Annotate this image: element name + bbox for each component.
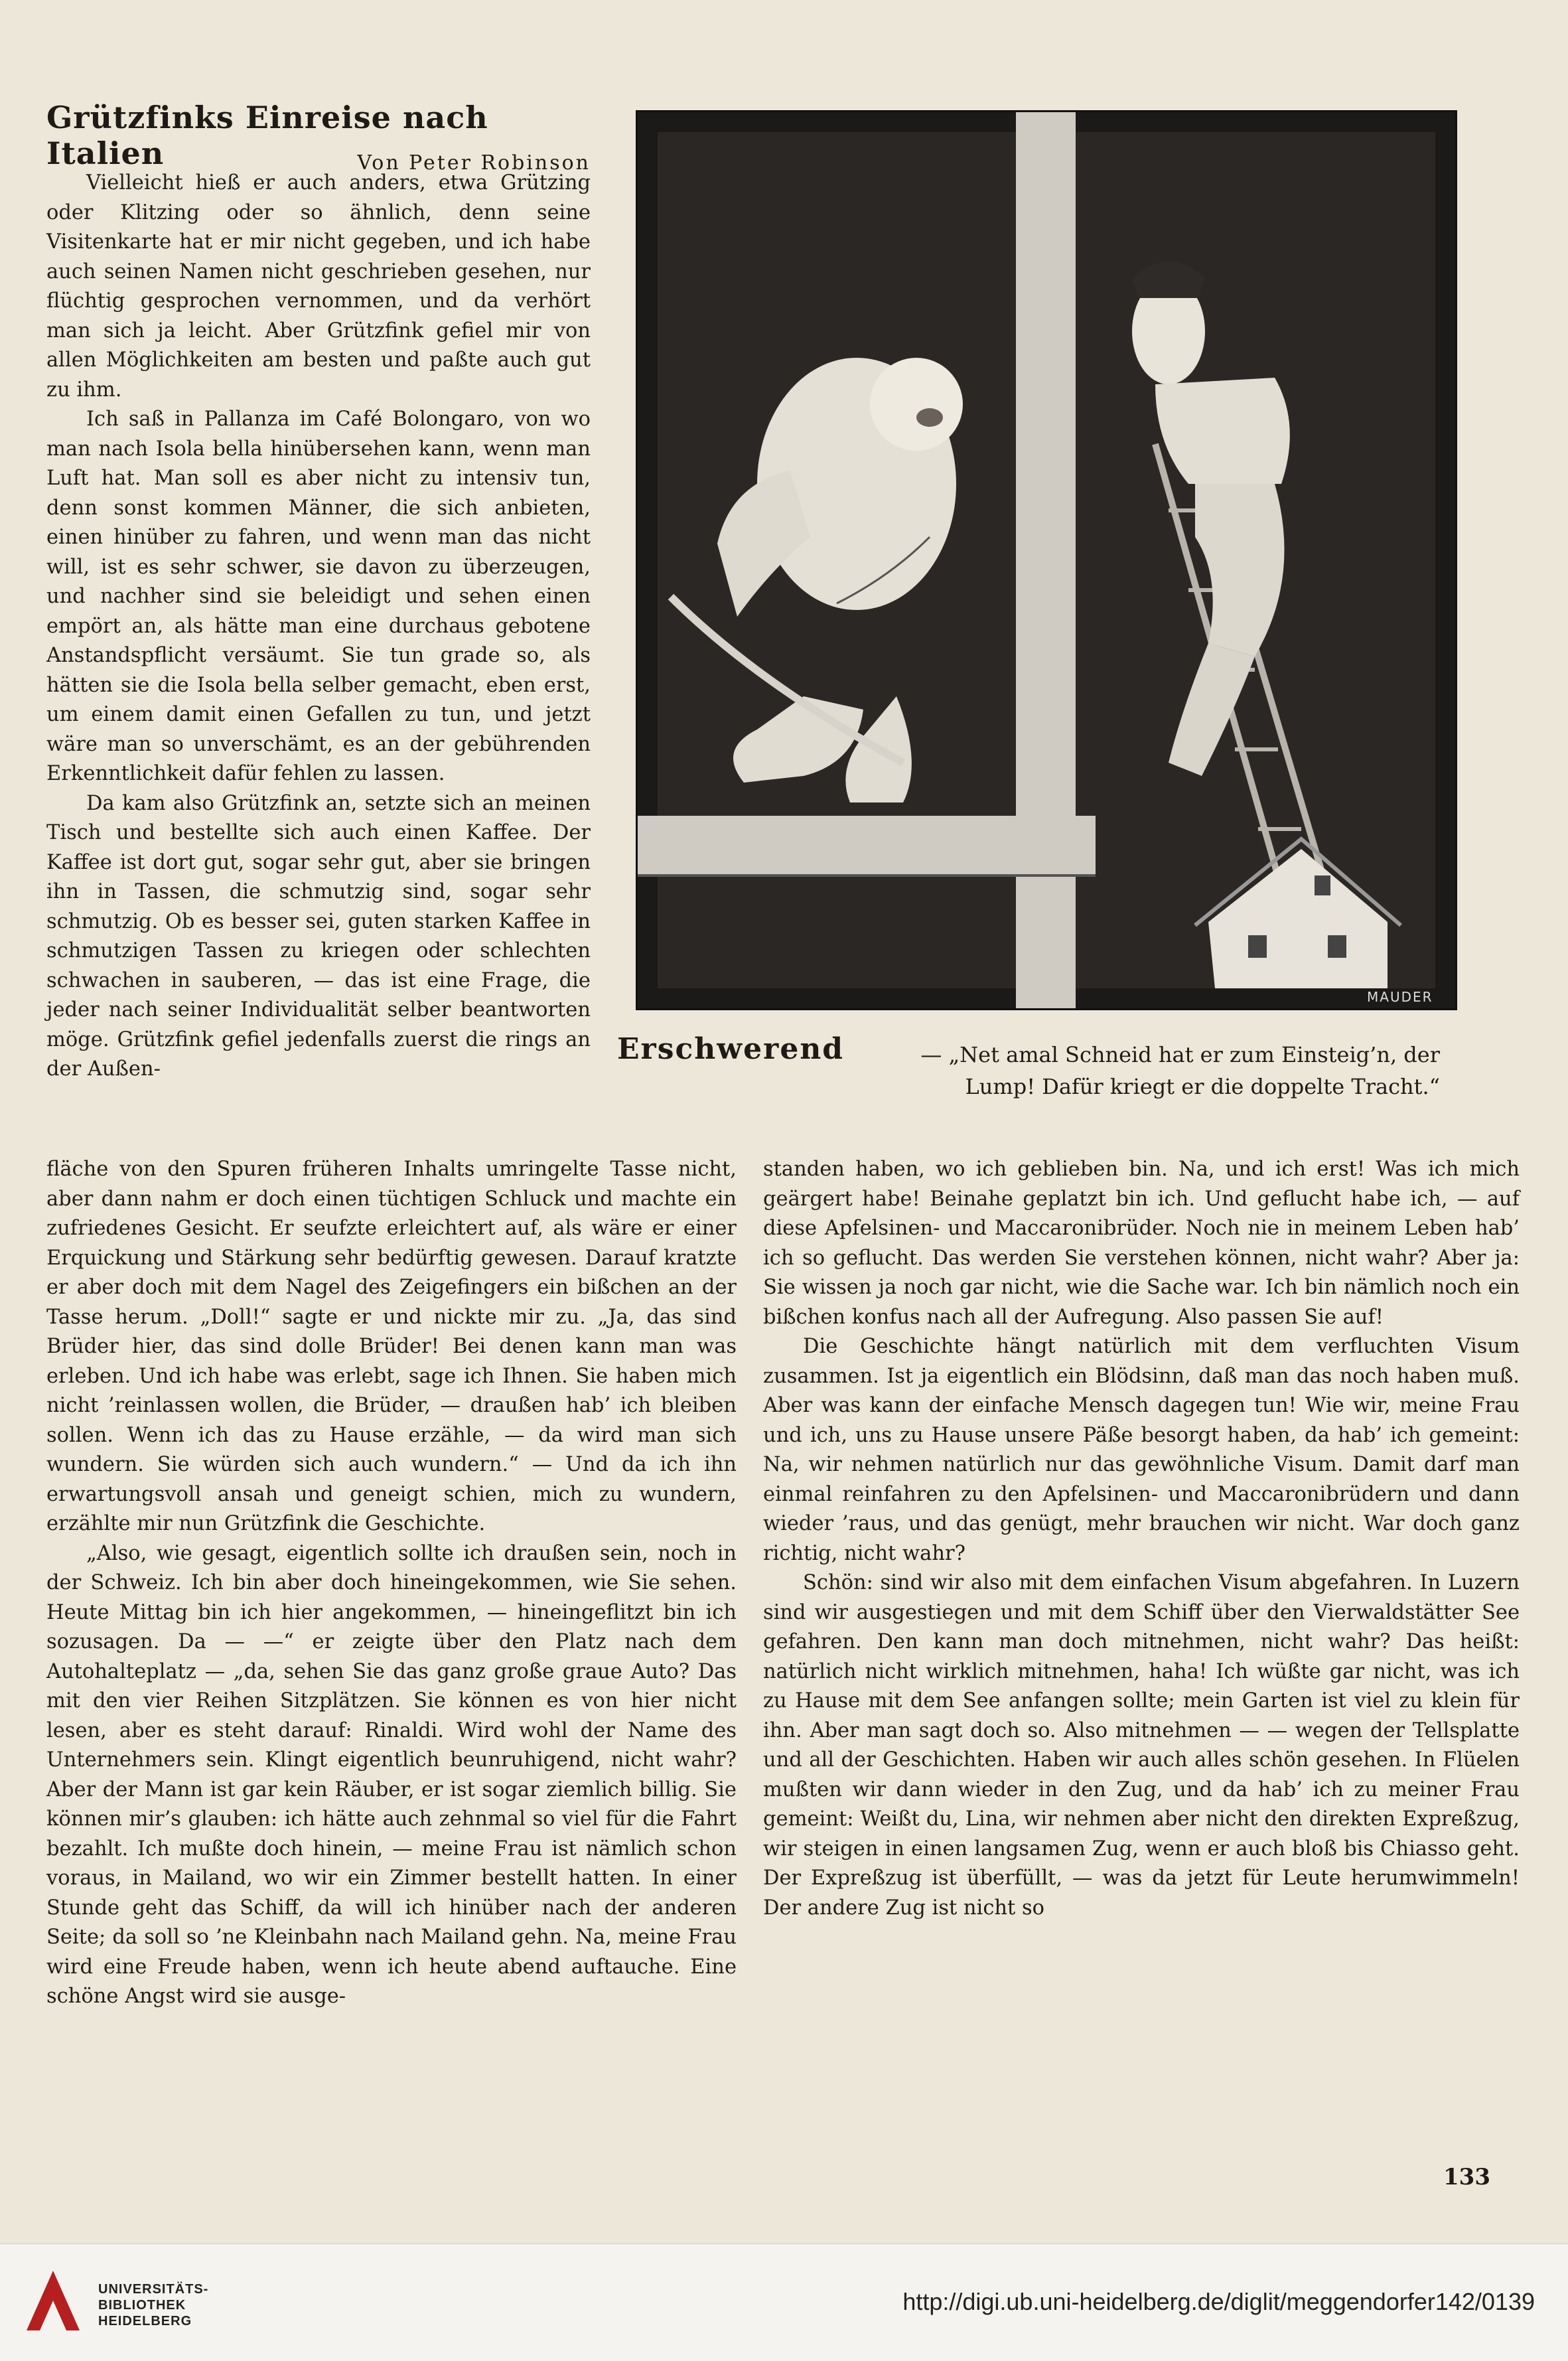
paragraph: Schön: sind wir also mit dem einfachen Visum abgefahren. In Luzern sind wir ausgestiegen und mit dem Schiff über den Vierwaldstätter See gefahren. Den kann man doch mitnehmen, nicht wahr? Das heißt: natürlich nicht wirklich mitnehmen, haha! Ich wüßte gar nicht, was ich zu Hause mit dem See anfangen sollte; mein Garten ist viel zu klein für ihn. Aber man sagt doch so. Also mitnehmen — — wegen der Tellsplatte und all der Geschichten. Haben wir auch alles schön gesehen. In Flüelen mußten wir dann wieder in den Zug, und da hab’ ich zu meiner Frau gemeint: Weißt du, Lina, wir nehmen aber nicht den direkten Expreßzug, wir steigen in einen langsamen Zug, wenn er auch bloß bis Chiasso geht. Der Expreßzug ist überfüllt, — was da jetzt für Leute herumwimmeln! Der andere Zug ist nicht so bbox=[763, 1571, 1520, 1920]
text-column-top bbox=[46, 169, 591, 1085]
page-number: 133 bbox=[1443, 2164, 1490, 2190]
logo-line: BIBLIOTHEK bbox=[98, 2298, 186, 2313]
logo-line: UNIVERSITÄTS- bbox=[98, 2282, 209, 2297]
text-column-left bbox=[46, 1155, 737, 2012]
university-logo-icon bbox=[20, 2264, 86, 2337]
source-url[interactable]: http://digi.ub.uni-heidelberg.de/diglit/meggendorfer142/0139 bbox=[902, 2288, 1535, 2315]
text-column-right bbox=[763, 1155, 1520, 1923]
article-byline: Von Peter Robinson bbox=[357, 151, 591, 175]
paragraph: Die Geschichte hängt natürlich mit dem verfluchten Visum zusammen. Ist ja eigentlich ein Blödsinn, daß man das noch haben muß. Aber was kann der einfache Mensch dagegen tun! Wie wir, meine Frau und ich, uns zu Hause unsere Päße besorgt haben, da hab’ ich gemeint: Na, wir nehmen natürlich nur das gewöhnliche Visum. Damit darf man einmal reinfahren zu den Apfelsinen- und Maccaronibrüdern und dann wieder ’raus, und das genügt, mehr brauchen wir nicht. War doch ganz richtig, nicht wahr? bbox=[763, 1335, 1520, 1565]
paragraph: Ich saß in Pallanza im Café Bolongaro, von wo man nach Isola bella hinübersehen kann, wenn man Luft hat. Man soll es aber nicht zu intensiv tun, denn sonst kommen Männer, die sich anbieten, einen hinüber zu fahren, und wenn man das nicht will, ist es sehr schwer, sie davon zu überzeugen, und nachher sind sie beleidigt und sehen einen empört an, als hätte man eine durchaus gebotene Anstandspflicht versäumt. Sie tun grade so, als hätten sie die Isola bella selber gemacht, eben erst, um einem damit einen Gefallen zu tun, und jetzt wäre man so unverschämt, es an der gebührenden Erkenntlichkeit dafür fehlen zu lassen. bbox=[46, 408, 591, 785]
paragraph: „Also, wie gesagt, eigentlich sollte ich draußen sein, noch in der Schweiz. Ich bin aber doch hineingekommen, wie Sie sehen. Heute Mittag bin ich hier angekommen, — hineingeflitzt bin ich sozusagen. Da — —“ er zeigte über den Platz nach dem Autohalteplatz — „da, sehen Sie das ganz große graue Auto? Das mit den vier Reihen Sitzplätzen. Sie können es von hier nicht lesen, aber es steht darauf: Rinaldi. Wird wohl der Name des Unternehmers sein. Klingt eigentlich beunruhigend, nicht wahr? Aber der Mann ist gar kein Räuber, er ist sogar ziemlich billig. Sie können mir’s glauben: ich hätte auch zehnmal so viel für die Fahrt bezahlt. Ich mußte doch hinein, — meine Frau ist nämlich schon voraus, in Mailand, wo wir ein Zimmer bestellt hatten. In einer Stunde geht das Schiff, da will ich hinüber nach der anderen Seite; da soll so ’ne Kleinbahn nach Mailand gehn. Na, meine Frau wird eine Freude haben, wenn ich heute abend auftauche. Eine schöne Angst wird sie ausge- bbox=[46, 1541, 737, 2008]
article-title: Grützfinks Einreise nach Italien bbox=[46, 100, 488, 171]
paragraph: fläche von den Spuren früheren Inhalts umringelte Tasse nicht, aber dann nahm er doch einen tüchtigen Schluck und machte ein zufriedenes Gesicht. Er seufzte erleichtert auf, als wäre er einer Erquickung und Stärkung sehr bedürftig gewesen. Darauf kratzte er aber doch mit dem Nagel des Zeigefingers ein bißchen an der Tasse herum. „Doll!“ sagte er und nickte mir zu. „Ja, das sind Brüder hier, das sind dolle Brüder! Bei denen kann man was erleben. Und ich habe was erlebt, sage ich Ihnen. Sie haben mich nicht ’reinlassen wollen, die Brüder, — draußen hab’ ich bleiben sollen. Wenn ich das zu Hause erzähle, — da wird man sich wundern. Sie würden sich auch wundern.“ — Und da ich ihn erwartungsvoll ansah und geneigt schien, mich zu wundern, erzählte mir nun Grützfink die Geschichte. bbox=[46, 1158, 737, 1535]
paragraph: Da kam also Grützfink an, setzte sich an meinen Tisch und bestellte sich auch einen Kaffee. Der Kaffee ist dort gut, sogar sehr gut, aber sie bringen ihn in Tassen, die schmutzig sind, sogar sehr schmutzig. Ob es besser sei, guten starken Kaffee in schmutzigen Tassen zu kriegen oder schlechten schwachen in sauberen, — das ist eine Frage, die jeder nach seiner Individualität selber beantworten möge. Grützfink gefiel jedenfalls zuerst die rings an der Außen- bbox=[46, 791, 591, 1081]
cartoon-illustration bbox=[636, 110, 1457, 1010]
library-logo-text bbox=[98, 2281, 208, 2329]
footer-bar bbox=[0, 2244, 1568, 2361]
caption-text: — „Net amal Schneid hat er zum Einsteig’n, der Lump! Dafür kriegt er die doppelte Tracht.“ bbox=[920, 1042, 1440, 1099]
artist-signature: MAUDER bbox=[1367, 989, 1433, 1005]
caption-title: Erschwerend bbox=[617, 1032, 845, 1066]
paragraph: Vielleicht hieß er auch anders, etwa Grützing oder Klitzing oder so ähnlich, denn seine Visitenkarte hat er mir nicht gegeben, und ich habe auch seinen Namen nicht geschrieben gesehen, nur flüchtig gesprochen vernommen, und da verhört man sich ja leicht. Aber Grützfink gefiel mir von allen Möglichkeiten am besten und paßte auch gut zu ihm. bbox=[46, 171, 591, 402]
logo-line: HEIDELBERG bbox=[98, 2314, 192, 2328]
paragraph: standen haben, wo ich geblieben bin. Na, und ich erst! Was ich mich geärgert habe! Beinahe geplatzt bin ich. Und geflucht habe ich, — auf diese Apfelsinen- und Maccaronibrüder. Noch nie in meinem Leben hab’ ich so geflucht. Das werden Sie verstehen können, nicht wahr? Aber ja: Sie wissen ja noch gar nicht, wie die Sache war. Ich bin nämlich noch ein bißchen konfus nach all der Aufregung. Also passen Sie auf! bbox=[763, 1158, 1520, 1329]
